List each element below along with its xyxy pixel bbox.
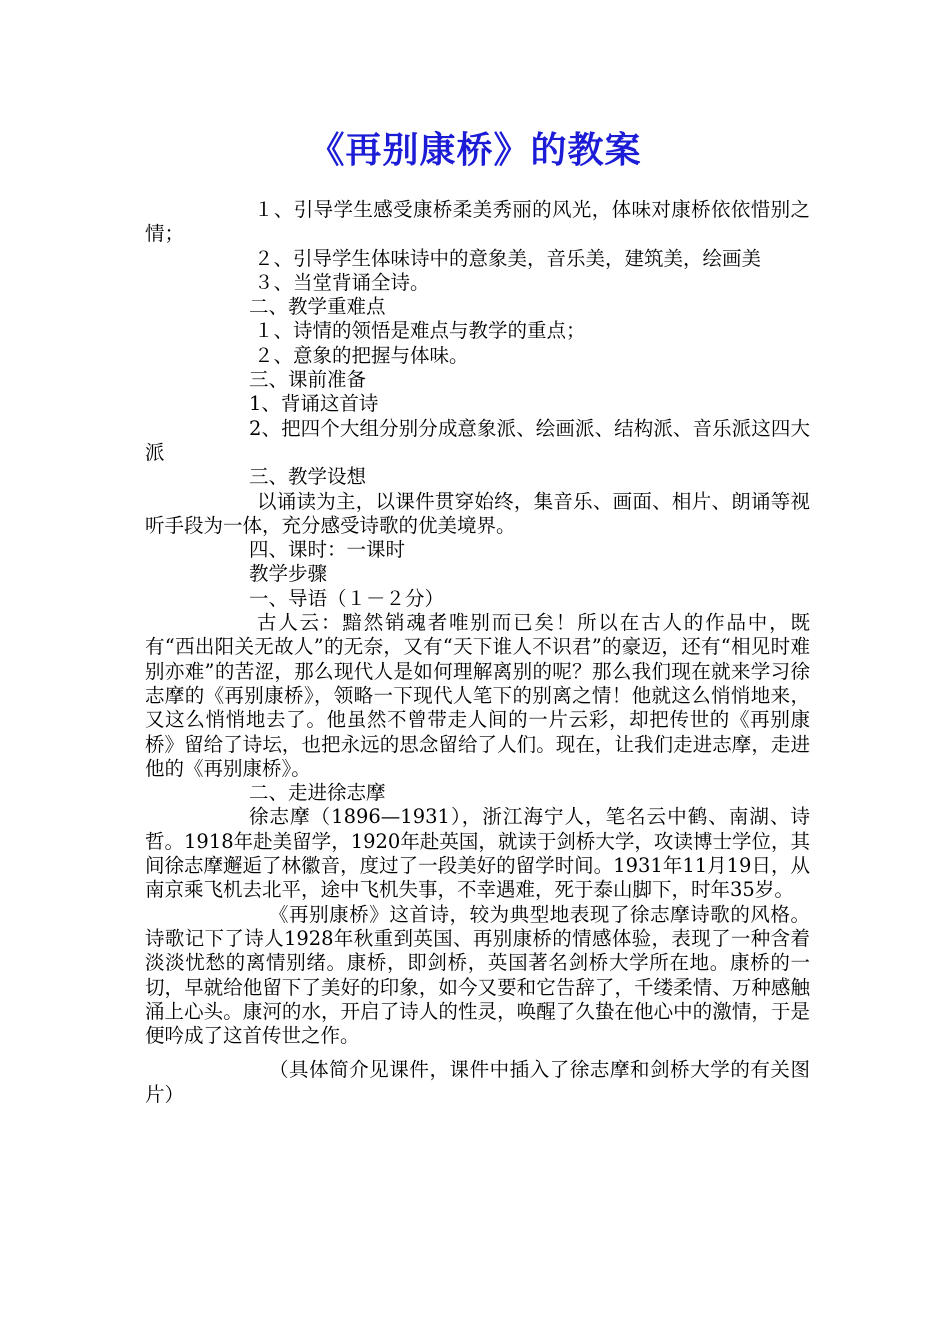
document-body (145, 198, 810, 1107)
preparation-2: 2、把四个大组分别分成意象派、绘画派、结构派、音乐派这四大派 (145, 416, 810, 464)
poem-background-text: 《再别康桥》这首诗，较为典型地表现了徐志摩诗歌的风格。诗歌记下了诗人1928年秋重到英国、再别康桥的情感体验，表现了一种含着淡淡忧愁的离情别绪。康桥，即剑桥，英国著名剑桥大学所在地。康桥的一切，早就给他留下了美好的印象，如今又要和它告辞了，千缕柔情、万种感触涌上心头。康河的水，开启了诗人的性灵，唤醒了久蛰在他心中的激情，于是便吟成了这首传世之作。 (145, 902, 810, 1048)
teaching-idea-text: 以诵读为主，以课件贯穿始终，集音乐、画面、相片、朗诵等视听手段为一体，充分感受诗歌的优美境界。 (145, 489, 810, 537)
courseware-note: （具体简介见课件，课件中插入了徐志摩和剑桥大学的有关图片） (145, 1058, 810, 1106)
step-heading-introduction: 一、导语（１－２分） (249, 586, 445, 610)
step-heading-xu-zhimo: 二、走进徐志摩 (249, 781, 386, 805)
key-point-1: １、诗情的领悟是难点与教学的重点； (254, 319, 586, 343)
objective-3: ３、当堂背诵全诗。 (254, 270, 430, 294)
introduction-text: 古人云：黯然销魂者唯别而已矣！所以在古人的作品中，既有“西出阳关无故人”的无奈，又有“天下谁人不识君”的豪迈，还有“相见时难别亦难”的苦涩，那么现代人是如何理解离别的呢？那么我们现在就来学习徐志摩的《再别康桥》，领略一下现代人笔下的别离之情！他就这么悄悄地来，又这么悄悄地去了。他虽然不曾带走人间的一片云彩，却把传世的《再别康桥》留给了诗坛，也把永远的思念留给了人们。现在，让我们走进志摩，走进他的《再别康桥》。 (145, 611, 810, 780)
preparation-1: 1、背诵这首诗 (249, 392, 379, 416)
section-heading-teaching-steps: 教学步骤 (249, 562, 328, 586)
section-heading-key-points: 二、教学重难点 (249, 295, 386, 319)
document-title: 《再别康桥》的教案 (308, 130, 642, 171)
section-heading-teaching-idea: 三、教学设想 (249, 465, 367, 489)
section-heading-class-hours: 四、课时：一课时 (249, 538, 406, 562)
section-heading-preparation: 三、课前准备 (249, 368, 367, 392)
objective-1: １、引导学生感受康桥柔美秀丽的风光，体味对康桥依依惜别之情； (145, 198, 810, 246)
key-point-2: ２、意象的把握与体味。 (254, 343, 469, 367)
biography-text: 徐志摩（1896—1931），浙江海宁人，笔名云中鹤、南湖、诗哲。1918年赴美留学，1920年赴英国，就读于剑桥大学，攻读博士学位，其间徐志摩邂逅了林徽音，度过了一段美好的留学时间。1931年11月19日，从南京乘飞机去北平，途中飞机失事，不幸遇难，死于泰山脚下，时年35岁。 (145, 805, 810, 902)
objective-2: ２、引导学生体味诗中的意象美，音乐美，建筑美，绘画美 (254, 246, 762, 270)
